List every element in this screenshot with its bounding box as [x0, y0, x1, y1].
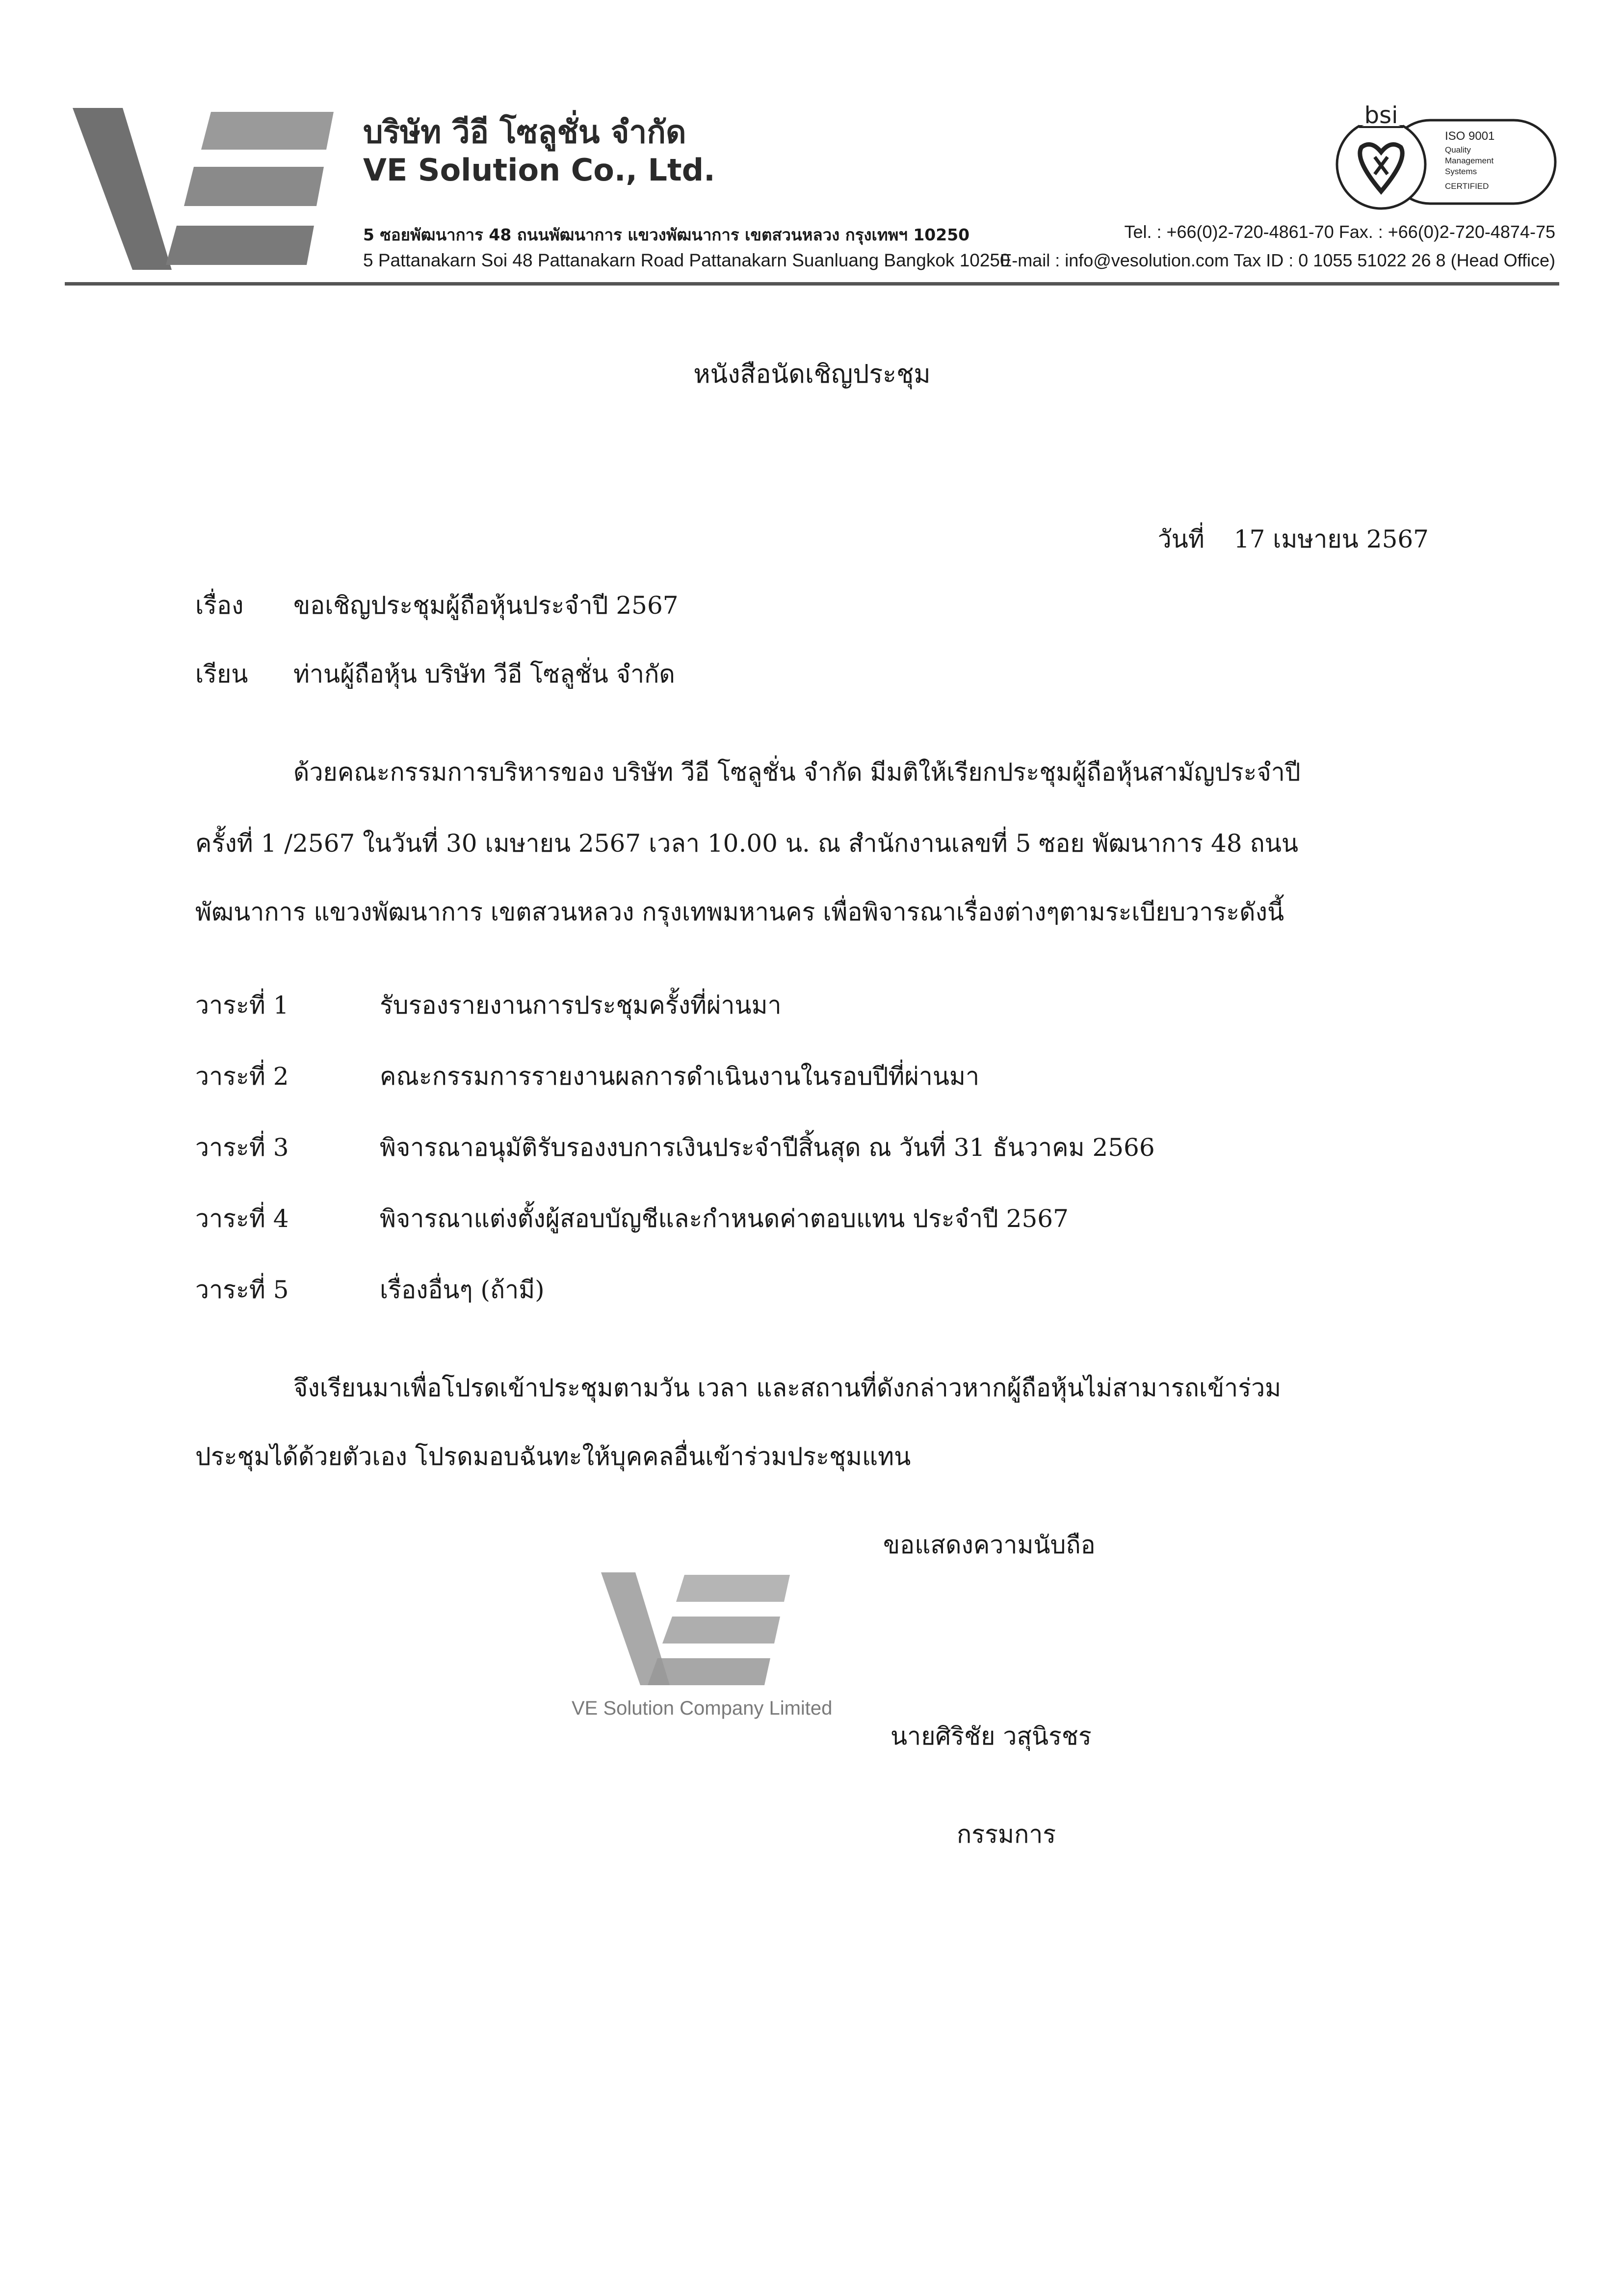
- agenda-item-3: [195, 1128, 1155, 1167]
- agenda-item-2: [195, 1057, 979, 1096]
- signer-position: กรรมการ: [957, 1820, 1056, 1849]
- agenda-text: คณะกรรมการรายงานผลการดำเนินงานในรอบปีที่ผ่านมา: [380, 1062, 980, 1091]
- contact-email-tax: E-mail : info@vesolution.com Tax ID : 0 1055 51022 26 8 (Head Office): [1000, 250, 1555, 270]
- signer-name: นายศิริชัย วสุนิรชร: [891, 1722, 1092, 1750]
- subject-value: ขอเชิญประชุมผู้ถือหุ้นประจำปี 2567: [293, 591, 679, 620]
- bsi-brand-text: bsi: [1364, 105, 1398, 129]
- recipient-value: ท่านผู้ถือหุ้น บริษัท วีอี โซลูชั่น จำกัด: [293, 660, 675, 688]
- address-english: 5 Pattanakarn Soi 48 Pattanakarn Road Pattanakarn Suanluang Bangkok 10250: [363, 250, 1010, 270]
- date-label: วันที่: [1157, 525, 1205, 553]
- company-name-thai: บริษัท วีอี โซลูชั่น จำกัด: [363, 114, 686, 151]
- intro-line-1: ด้วยคณะกรรมการบริหารของ บริษัท วีอี โซลูชั่น จำกัด มีมติให้เรียกประชุมผู้ถือหุ้นสามัญประจำปี: [293, 758, 1301, 786]
- subject-line: [195, 586, 679, 625]
- recipient-label: เรียน: [195, 660, 248, 688]
- agenda-label: วาระที่ 3: [195, 1133, 289, 1162]
- stamp-company-name: VE Solution Company Limited: [572, 1697, 833, 1719]
- date-value: 17 เมษายน 2567: [1233, 525, 1429, 553]
- agenda-text: เรื่องอื่นๆ (ถ้ามี): [380, 1276, 545, 1304]
- contact-phone-fax: Tel. : +66(0)2-720-4861-70 Fax. : +66(0)2-720-4874-75: [1124, 222, 1555, 242]
- agenda-text: รับรองรายงานการประชุมครั้งที่ผ่านมา: [380, 991, 782, 1019]
- agenda-label: วาระที่ 5: [195, 1276, 289, 1304]
- intro-line-2: ครั้งที่ 1 /2567 ในวันที่ 30 เมษายน 2567 เวลา 10.00 น. ณ สำนักงานเลขที่ 5 ซอย พัฒนาการ 48 ถนน: [195, 829, 1299, 858]
- regards-text: ขอแสดงความนับถือ: [883, 1531, 1096, 1559]
- closing-line-2: ประชุมได้ด้วยตัวเอง โปรดมอบฉันทะให้บุคคลอื่นเข้าร่วมประชุมแทน: [195, 1442, 911, 1471]
- agenda-item-1: [195, 986, 782, 1025]
- closing-line-1: จึงเรียนมาเพื่อโปรดเข้าประชุมตามวัน เวลา และสถานที่ดังกล่าวหากผู้ถือหุ้นไม่สามารถเข้าร่วม: [293, 1374, 1282, 1402]
- bsi-iso-certification-icon: [1330, 105, 1560, 213]
- company-name-english: VE Solution Co., Ltd.: [363, 152, 715, 188]
- address-thai: 5 ซอยพัฒนาการ 48 ถนนพัฒนาการ แขวงพัฒนาการ เขตสวนหลวง กรุงเทพฯ 10250: [363, 225, 970, 244]
- agenda-label: วาระที่ 1: [195, 991, 289, 1019]
- agenda-text: พิจารณาแต่งตั้งผู้สอบบัญชีและกำหนดค่าตอบแทน ประจำปี 2567: [380, 1204, 1069, 1233]
- company-logo-icon: [69, 103, 334, 275]
- iso-certified: CERTIFIED: [1445, 182, 1489, 191]
- iso-line3: Management: [1445, 156, 1494, 165]
- header-divider: [65, 282, 1559, 286]
- iso-line4: Systems: [1445, 167, 1477, 176]
- subject-label: เรื่อง: [195, 591, 244, 620]
- iso-line2: Quality: [1445, 145, 1471, 155]
- date-line: [1158, 520, 1429, 559]
- document-title: หนังสือนัดเชิญประชุม: [693, 360, 931, 389]
- recipient-line: [195, 655, 675, 694]
- agenda-item-4: [195, 1200, 1069, 1238]
- intro-line-3: พัฒนาการ แขวงพัฒนาการ เขตสวนหลวง กรุงเทพมหานคร เพื่อพิจารณาเรื่องต่างๆตามระเบียบวาระดังนี้: [195, 898, 1284, 926]
- iso-label: ISO 9001: [1445, 130, 1495, 143]
- agenda-item-5: [195, 1271, 545, 1309]
- agenda-text: พิจารณาอนุมัติรับรองงบการเงินประจำปีสิ้นสุด ณ วันที่ 31 ธันวาคม 2566: [380, 1133, 1155, 1162]
- agenda-label: วาระที่ 2: [195, 1062, 289, 1091]
- agenda-label: วาระที่ 4: [195, 1204, 289, 1233]
